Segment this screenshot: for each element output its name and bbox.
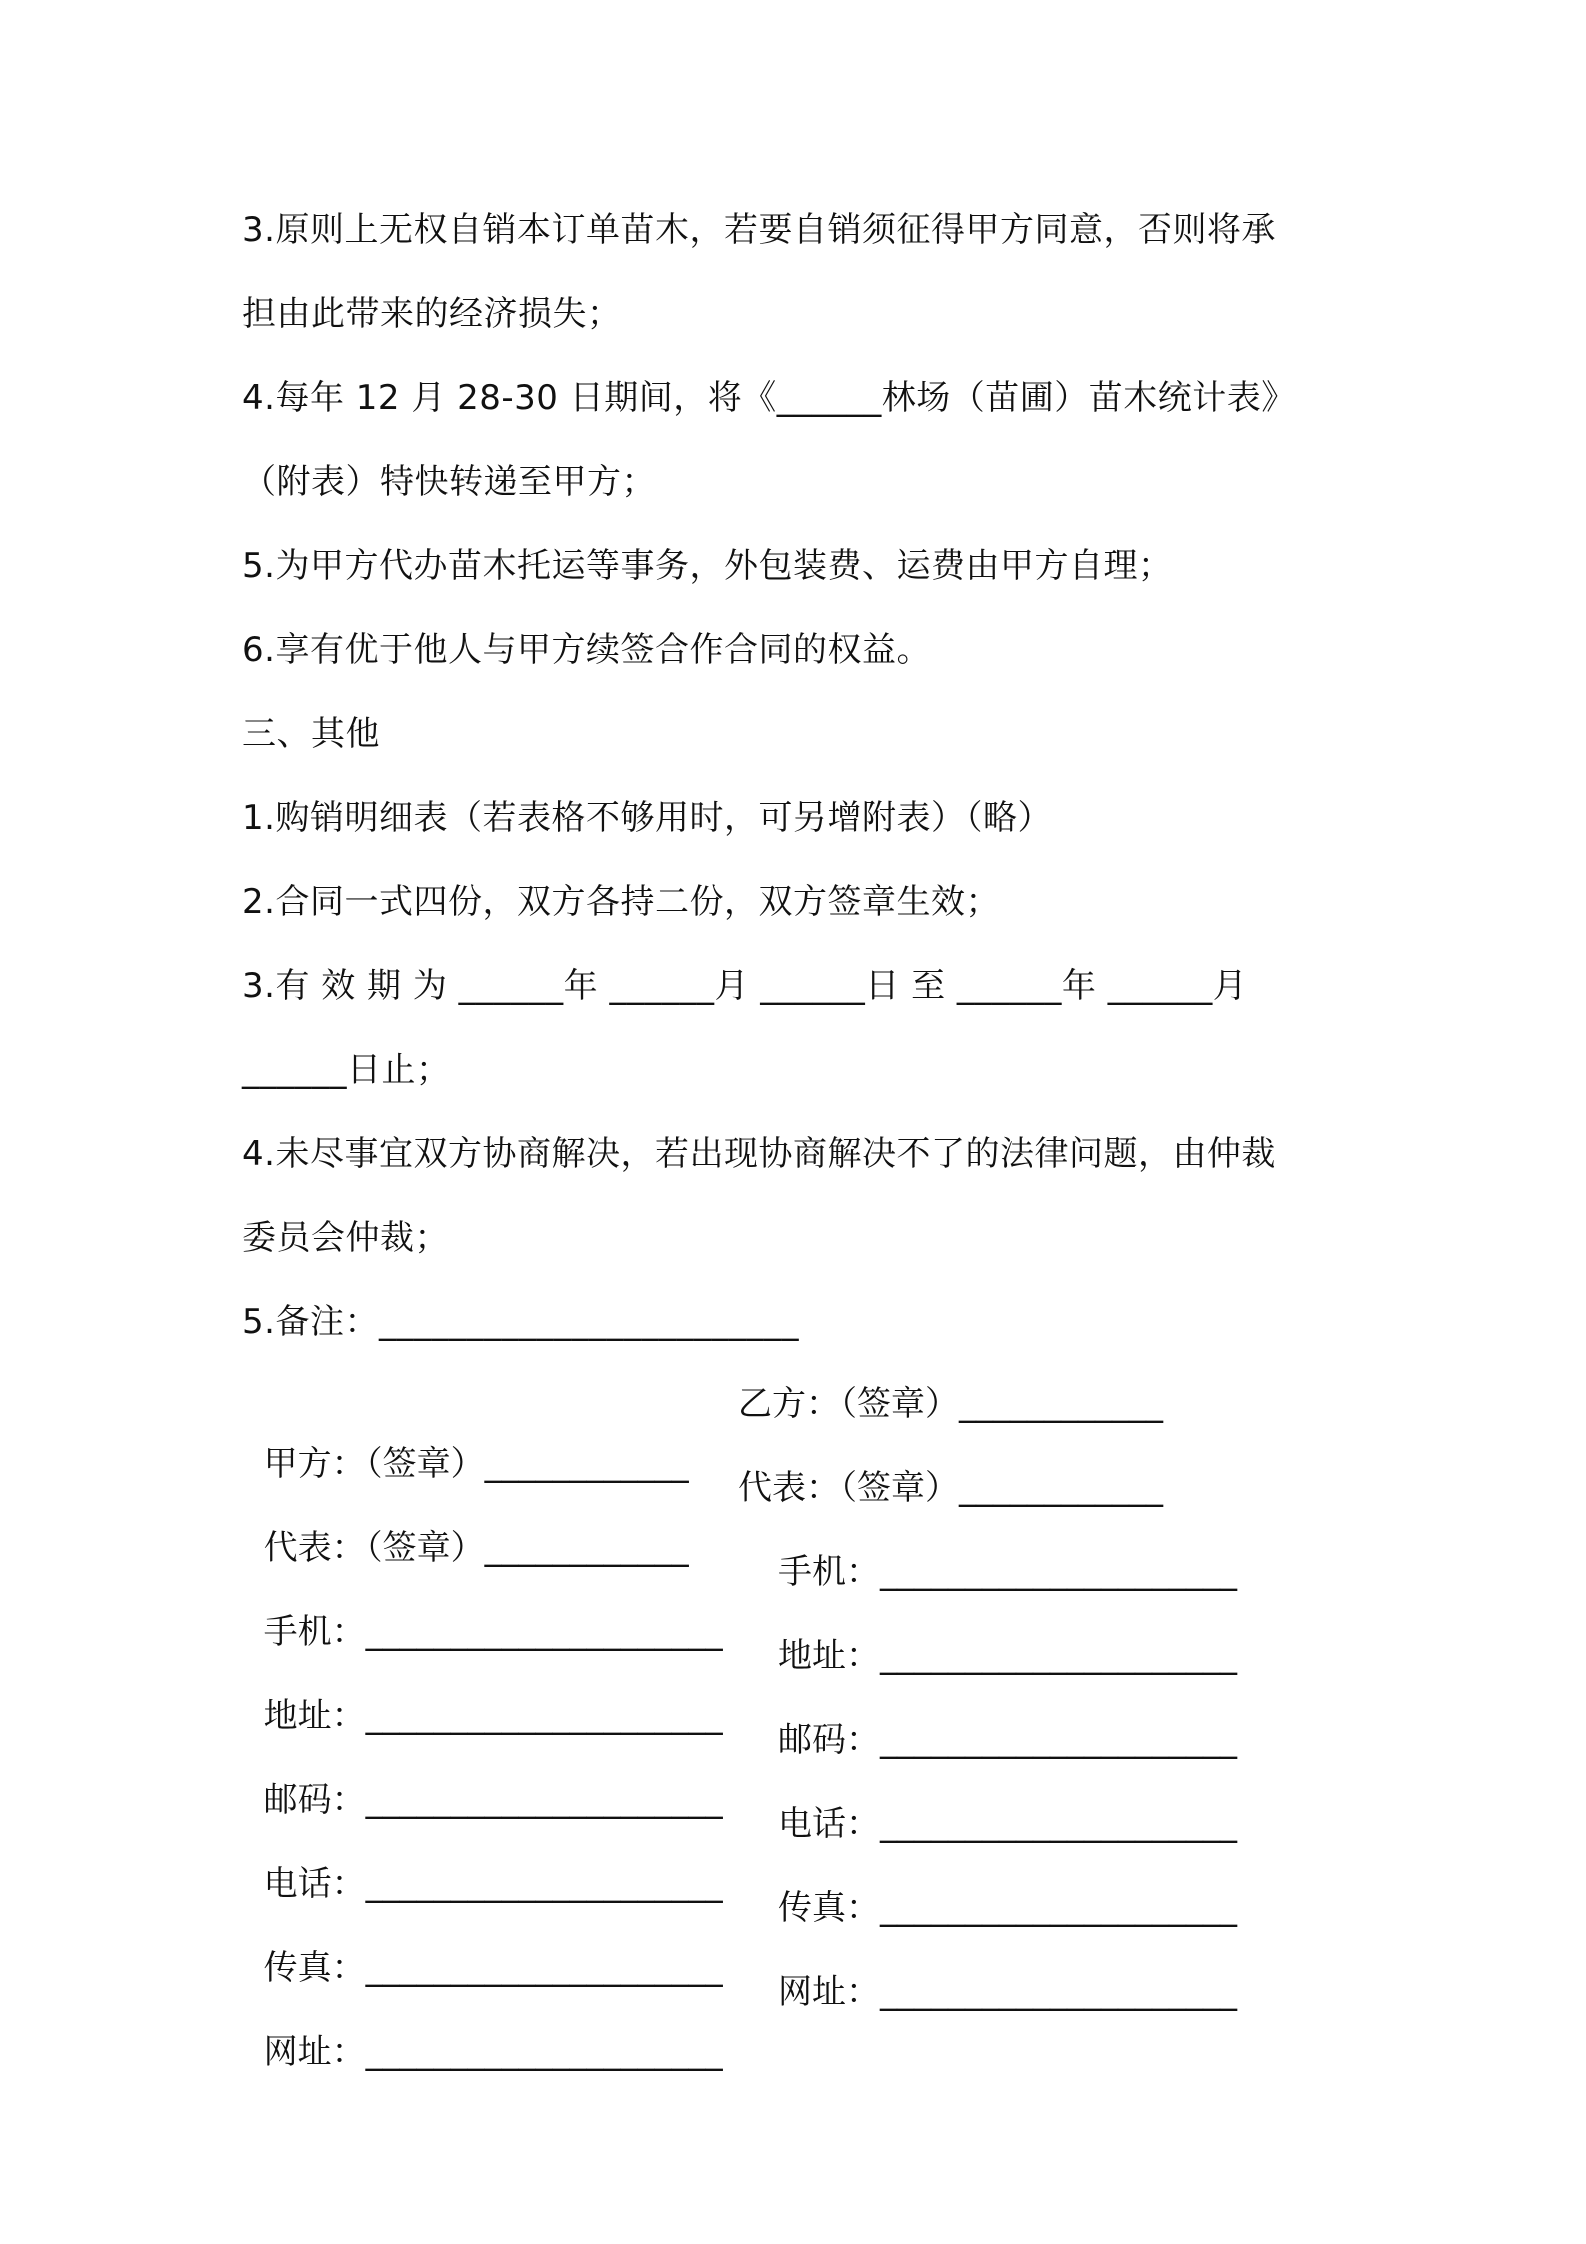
- contact-row: [242, 1626, 1237, 1736]
- body-line: 2.合同一式四份，双方各持二份，双方签章生效；: [242, 882, 1000, 922]
- signature-row: [242, 1458, 1163, 1568]
- body-line: 1.购销明细表（若表格不够用时，可另增附表）（略）: [242, 798, 1052, 838]
- party-b-address: 地址：_____________________: [778, 1636, 1237, 1676]
- party-b-postcode: 邮码：_____________________: [778, 1720, 1237, 1760]
- body-line: （附表）特快转递至甲方；: [242, 462, 656, 502]
- party-a-postcode: 邮码：_____________________: [263, 1780, 723, 1820]
- body-line: 6.享有优于他人与甲方续签合作合同的权益。: [242, 630, 931, 670]
- party-a-fax: 传真：_____________________: [263, 1948, 723, 1988]
- party-a-mobile: 手机：_____________________: [263, 1612, 723, 1652]
- party-a-representative: 代表：（签章）____________: [263, 1528, 689, 1568]
- contact-row: [242, 1962, 1237, 2072]
- party-b-representative: 代表：（签章）____________: [738, 1468, 1163, 1508]
- party-a-website: 网址：_____________________: [263, 2032, 723, 2072]
- signature-row: [242, 1374, 1163, 1484]
- party-b-signature: 乙方：（签章）____________: [738, 1384, 1163, 1424]
- party-b-phone: 电话：_____________________: [778, 1804, 1237, 1844]
- party-b-website: 网址：_____________________: [778, 1972, 1237, 2012]
- body-line: ______日止；: [242, 1050, 451, 1090]
- party-b-fax: 传真：_____________________: [778, 1888, 1237, 1928]
- contact-row: [242, 1878, 1237, 1988]
- body-line: 担由此带来的经济损失；: [242, 294, 622, 334]
- body-line: 4.每年 12 月 28-30 日期间，将《______林场（苗圃）苗木统计表》: [242, 378, 1296, 418]
- body-line: 委员会仲裁；: [242, 1218, 449, 1258]
- remarks-line: 5.备注：________________________: [242, 1302, 799, 1342]
- contact-row: [242, 1542, 1237, 1652]
- contract-body: [242, 200, 1362, 1376]
- party-a-address: 地址：_____________________: [263, 1696, 723, 1736]
- body-line: 4.未尽事宜双方协商解决，若出现协商解决不了的法律问题，由仲裁: [242, 1134, 1276, 1174]
- validity-period-line: 3.有 效 期 为 ______年 ______月 ______日 至 ______年 ______月: [242, 966, 1248, 1006]
- contact-row: [242, 1710, 1237, 1820]
- contact-row: [242, 1794, 1237, 1904]
- section-heading: 三、其他: [242, 714, 380, 754]
- body-line: 3.原则上无权自销本订单苗木，若要自销须征得甲方同意，否则将承: [242, 210, 1276, 250]
- party-a-signature: 甲方：（签章）____________: [263, 1444, 689, 1484]
- body-line: 5.为甲方代办苗木托运等事务，外包装费、运费由甲方自理；: [242, 546, 1173, 586]
- party-a-phone: 电话：_____________________: [263, 1864, 723, 1904]
- party-b-mobile: 手机：_____________________: [778, 1552, 1237, 1592]
